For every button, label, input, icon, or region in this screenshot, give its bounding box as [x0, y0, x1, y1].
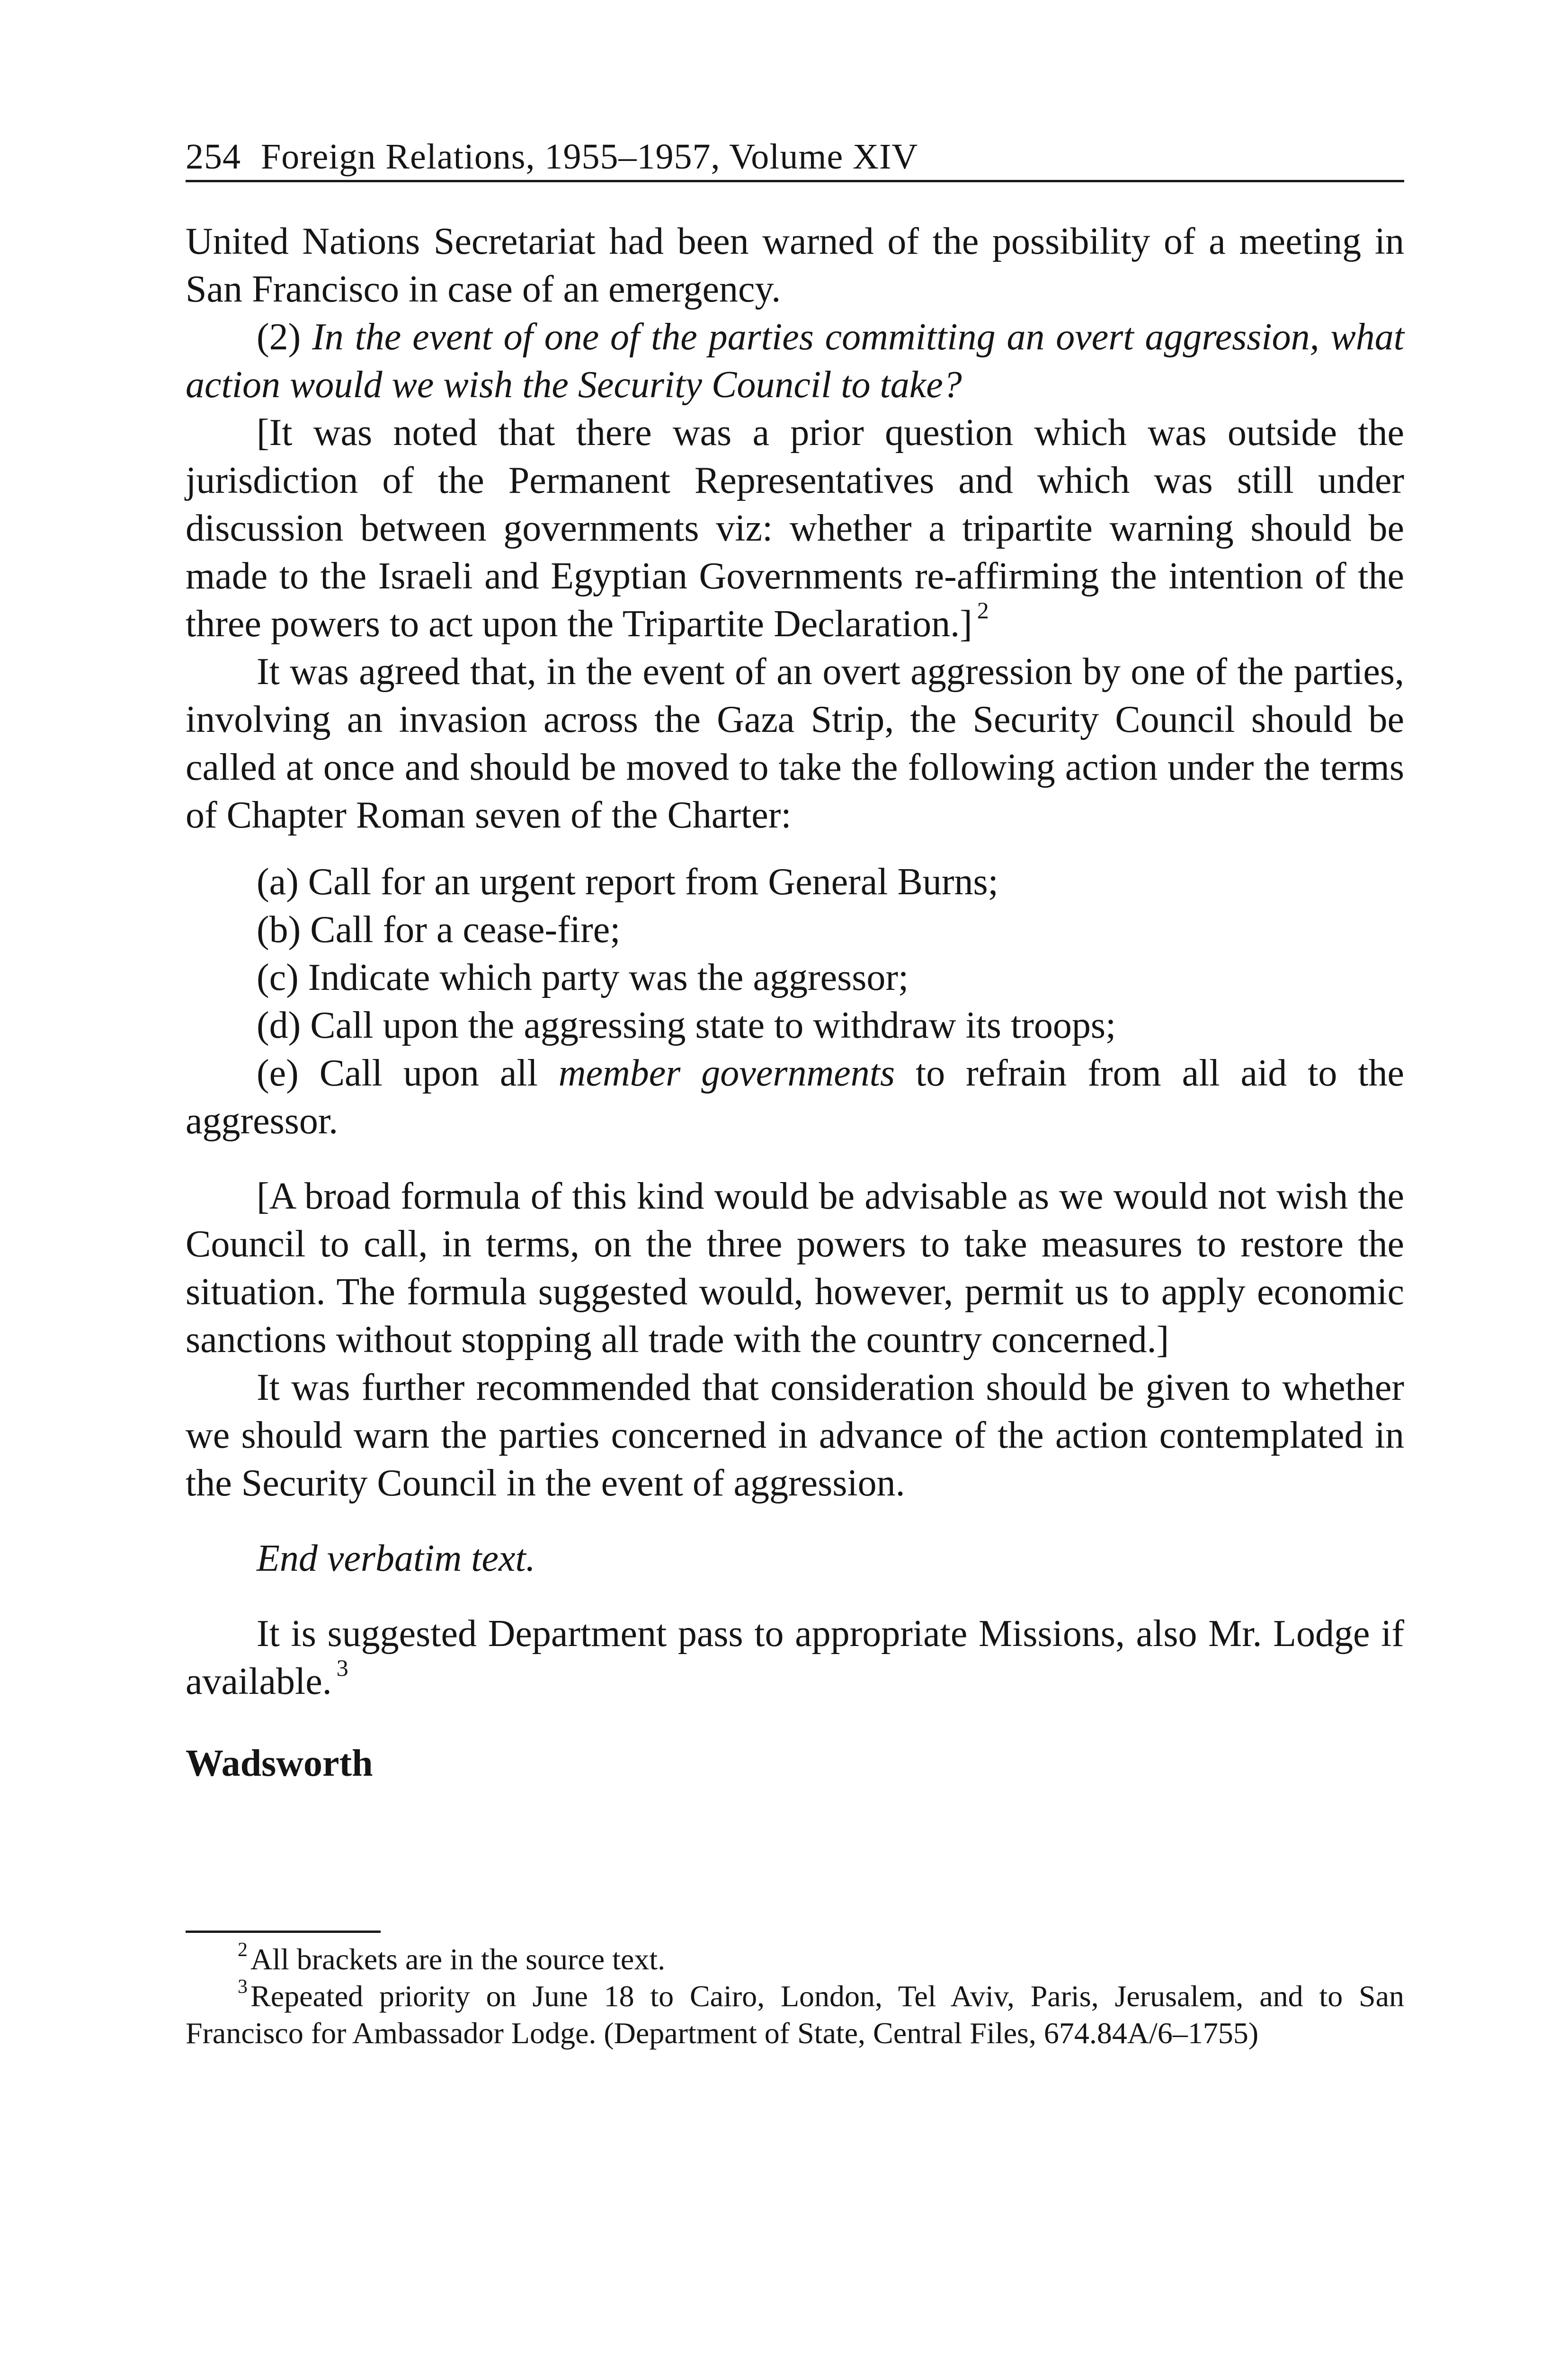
closing-text: It is suggested Department pass to appropriate Missions, also Mr. Lodge if available. [186, 1613, 1404, 1702]
spacer [186, 1145, 1404, 1173]
closing-paragraph [186, 1610, 1404, 1706]
action-e-start: (e) Call upon all [257, 1052, 538, 1094]
footnote-marker: 2 [238, 1939, 248, 1961]
footnote-ref-3: 3 [336, 1655, 348, 1681]
footnote-ref-2: 2 [977, 597, 989, 623]
spacer [186, 839, 1404, 858]
footnote-item [186, 1978, 1404, 2052]
footnotes [186, 1941, 1404, 2052]
footnote-divider [186, 1931, 381, 1933]
footnote-item [186, 1941, 1404, 1978]
formula-paragraph: [A broad formula of this kind would be advisable as we would not wish the Council to call, in terms, on the three powers to take measures to restore the situation. The formula suggested would, however, permit us to apply economic sanctions without stopping all trade with the country concerned.] [186, 1175, 1404, 1361]
spacer [186, 1507, 1404, 1535]
action-item: (b) Call for a cease-fire; [257, 909, 621, 951]
footnote-text: Repeated priority on June 18 to Cairo, London, Tel Aviv, Paris, Jerusalem, and to San Francisco for Ambassador Lodge. (Department of State, Central Files, 674.84A/6–1755) [186, 1979, 1404, 2050]
question-text: In the event of one of the parties committing an overt aggression, what action would we wish the Security Council to take? [186, 316, 1405, 406]
prior-question-text: [It was noted that there was a prior question which was outside the jurisdiction of the Permanent Representatives and which was still under discussion between governments viz: whether a tripartite warning should be made to the Israeli and Egyptian Governments re-affirming the intention of the three powers to act upon the Tripartite Declaration.] [186, 412, 1404, 645]
action-list [186, 858, 1404, 1145]
spacer [186, 1583, 1404, 1610]
end-verbatim-note: End verbatim text. [257, 1538, 535, 1579]
question-number: (2) [257, 316, 301, 358]
footnote-text: All brackets are in the source text. [250, 1942, 666, 1976]
recommendation-paragraph: It was further recommended that consideration should be given to whether we should warn the parties concerned in advance of the action contemplated in the Security Council in the event of aggression. [186, 1367, 1404, 1504]
signature: Wadsworth [186, 1743, 373, 1784]
action-e-end: to refrain from all aid to the aggressor. [186, 1052, 1404, 1142]
action-e-emphasis: member governments [558, 1052, 895, 1094]
page-number: 254 [186, 137, 241, 177]
running-header [186, 133, 1404, 182]
action-item [186, 1050, 1404, 1145]
question-paragraph [186, 313, 1404, 409]
action-item: (a) Call for an urgent report from General Burns; [257, 861, 998, 903]
prior-question-paragraph [186, 409, 1404, 648]
footnote-marker: 3 [238, 1976, 248, 1998]
volume-title: Foreign Relations, 1955–1957, Volume XIV [261, 137, 918, 177]
action-item: (c) Indicate which party was the aggressor; [257, 957, 909, 998]
agreement-paragraph: It was agreed that, in the event of an overt aggression by one of the parties, involving an invasion across the Gaza Strip, the Security Council should be called at once and should be moved to take the following action under the terms of Chapter Roman seven of the Charter: [186, 651, 1404, 836]
paragraph-continuation: United Nations Secretariat had been warned of the possibility of a meeting in San Francisco in case of an emergency. [186, 221, 1404, 310]
action-item: (d) Call upon the aggressing state to withdraw its troops; [257, 1005, 1116, 1046]
document-body [186, 218, 1404, 1788]
